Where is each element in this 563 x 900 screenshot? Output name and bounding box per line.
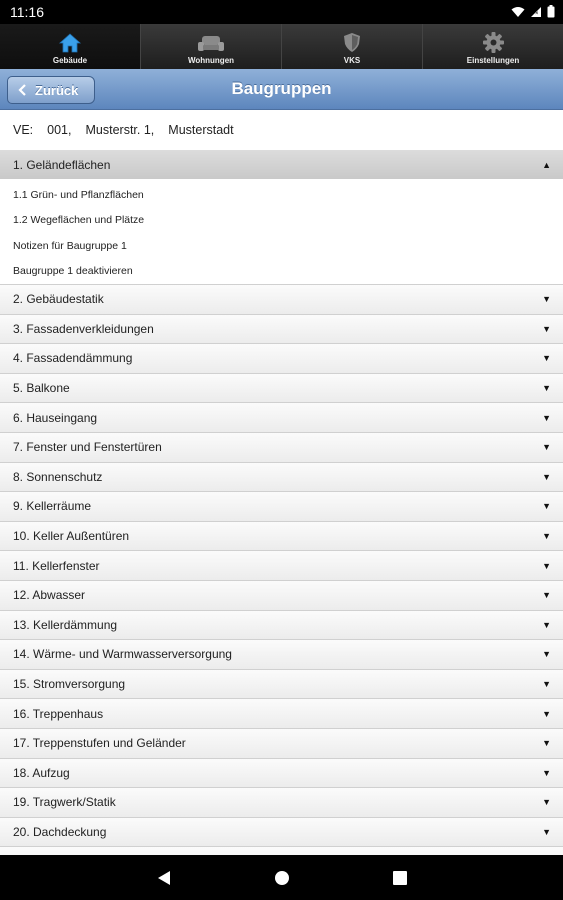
system-recents-button[interactable]	[385, 863, 415, 893]
group-headers	[0, 285, 563, 877]
group-header[interactable]	[0, 611, 563, 641]
expand-arrow-icon: ▼	[542, 353, 551, 364]
ve-info	[0, 110, 563, 150]
group-header[interactable]	[0, 492, 563, 522]
expand-arrow-icon: ▼	[542, 442, 551, 453]
group-label: 9. Kellerräume	[13, 499, 92, 514]
navigation-bar	[0, 69, 563, 110]
group-label: 12. Abwasser	[13, 588, 86, 603]
ve-label: VE:	[13, 123, 34, 137]
group-label: 11. Kellerfenster	[13, 558, 100, 573]
expand-arrow-icon: ▼	[542, 471, 551, 482]
status-time: 11:16	[10, 4, 44, 20]
group-sub-item[interactable]: 1.1 Grün- und Pflanzflächen	[0, 182, 563, 208]
ve-street: Musterstr. 1,	[85, 123, 155, 137]
sofa-icon	[198, 35, 224, 53]
expand-arrow-icon: ▼	[542, 649, 551, 660]
group-label: 17. Treppenstufen und Geländer	[13, 736, 186, 751]
battery-icon	[547, 5, 555, 18]
group-label: 10. Keller Außentüren	[13, 529, 130, 544]
expand-arrow-icon: ▼	[542, 619, 551, 630]
ve-number: 001,	[47, 123, 72, 137]
page-title: Baugruppen	[231, 79, 332, 98]
baugruppen-list	[0, 150, 563, 855]
expand-arrow-icon: ▼	[542, 708, 551, 719]
group-header[interactable]	[0, 759, 563, 789]
back-triangle-icon	[157, 870, 171, 886]
group-label: 16. Treppenhaus	[13, 706, 104, 721]
expand-arrow-icon: ▼	[542, 323, 551, 334]
status-bar	[0, 0, 563, 24]
group-label: 4. Fassadendämmung	[13, 351, 133, 366]
group-label: 19. Tragwerk/Statik	[13, 795, 116, 810]
group-header[interactable]	[0, 640, 563, 670]
group-label: 8. Sonnenschutz	[13, 469, 103, 484]
group-label: 7. Fenster und Fenstertüren	[13, 440, 162, 455]
expand-arrow-icon: ▼	[542, 560, 551, 571]
group-label: 1. Geländeflächen	[13, 157, 111, 172]
group-label: 14. Wärme- und Warmwasserversorgung	[13, 647, 232, 662]
group-sub-item[interactable]: 1.2 Wegeflächen und Plätze	[0, 208, 563, 234]
tab-label: Wohnungen	[187, 56, 235, 65]
group-header[interactable]	[0, 522, 563, 552]
svg-text:×: ×	[535, 10, 539, 17]
group-header[interactable]	[0, 788, 563, 818]
group-label: 6. Hauseingang	[13, 410, 98, 425]
group-header[interactable]	[0, 729, 563, 759]
system-home-button[interactable]	[267, 863, 297, 893]
expand-arrow-icon: ▼	[542, 826, 551, 837]
expand-arrow-icon: ▼	[542, 294, 551, 305]
tab-label: VKS	[343, 56, 361, 65]
expand-arrow-icon: ▼	[542, 501, 551, 512]
system-back-button[interactable]	[149, 863, 179, 893]
group-header[interactable]	[0, 818, 563, 848]
tab-vks[interactable]	[282, 24, 423, 69]
expand-arrow-icon: ▼	[542, 797, 551, 808]
home-icon	[59, 33, 81, 53]
tab-bar	[0, 24, 563, 69]
group-label: 5. Balkone	[13, 381, 70, 396]
group-label: 20. Dachdeckung	[13, 824, 107, 839]
group-sub-items	[0, 179, 563, 285]
ve-city: Musterstadt	[168, 123, 234, 137]
group-header[interactable]	[0, 581, 563, 611]
group-label: 18. Aufzug	[13, 765, 70, 780]
expand-arrow-icon: ▼	[542, 590, 551, 601]
group-header[interactable]	[0, 463, 563, 493]
group-label: 3. Fassadenverkleidungen	[13, 321, 154, 336]
gear-icon	[483, 32, 504, 53]
wifi-icon	[511, 6, 525, 18]
expand-arrow-icon: ▼	[542, 383, 551, 394]
expand-arrow-icon: ▼	[542, 531, 551, 542]
tab-gebaeude[interactable]	[0, 24, 141, 69]
group-header[interactable]	[0, 315, 563, 345]
shield-icon	[343, 32, 361, 53]
group-header[interactable]	[0, 551, 563, 581]
status-icons	[511, 5, 555, 18]
group-label: 13. Kellerdämmung	[13, 617, 118, 632]
group-header[interactable]	[0, 285, 563, 315]
signal-icon	[530, 6, 542, 18]
group-label: 15. Stromversorgung	[13, 677, 126, 692]
recents-square-icon	[393, 871, 407, 885]
group-header[interactable]	[0, 670, 563, 700]
expand-arrow-icon: ▼	[542, 767, 551, 778]
tab-label: Einstellungen	[466, 56, 520, 65]
tab-einstellungen[interactable]	[423, 24, 563, 69]
group-header[interactable]	[0, 374, 563, 404]
expand-arrow-icon: ▼	[542, 412, 551, 423]
group-sub-item[interactable]: Notizen für Baugruppe 1	[0, 233, 563, 259]
expand-arrow-icon: ▼	[542, 679, 551, 690]
group-sub-item[interactable]: Baugruppe 1 deaktivieren	[0, 259, 563, 285]
back-button-label: Zurück	[35, 82, 79, 98]
group-label: 2. Gebäudestatik	[13, 292, 104, 307]
home-circle-icon	[274, 870, 290, 886]
group-header[interactable]	[0, 344, 563, 374]
tab-label: Gebäude	[52, 56, 88, 65]
tab-wohnungen[interactable]	[141, 24, 282, 69]
collapse-arrow-icon: ▲	[542, 159, 551, 170]
group-header[interactable]	[0, 699, 563, 729]
group-header[interactable]	[0, 403, 563, 433]
system-navigation-bar	[0, 855, 563, 900]
group-header[interactable]	[0, 433, 563, 463]
group-header-expanded[interactable]	[0, 150, 563, 179]
expand-arrow-icon: ▼	[542, 738, 551, 749]
